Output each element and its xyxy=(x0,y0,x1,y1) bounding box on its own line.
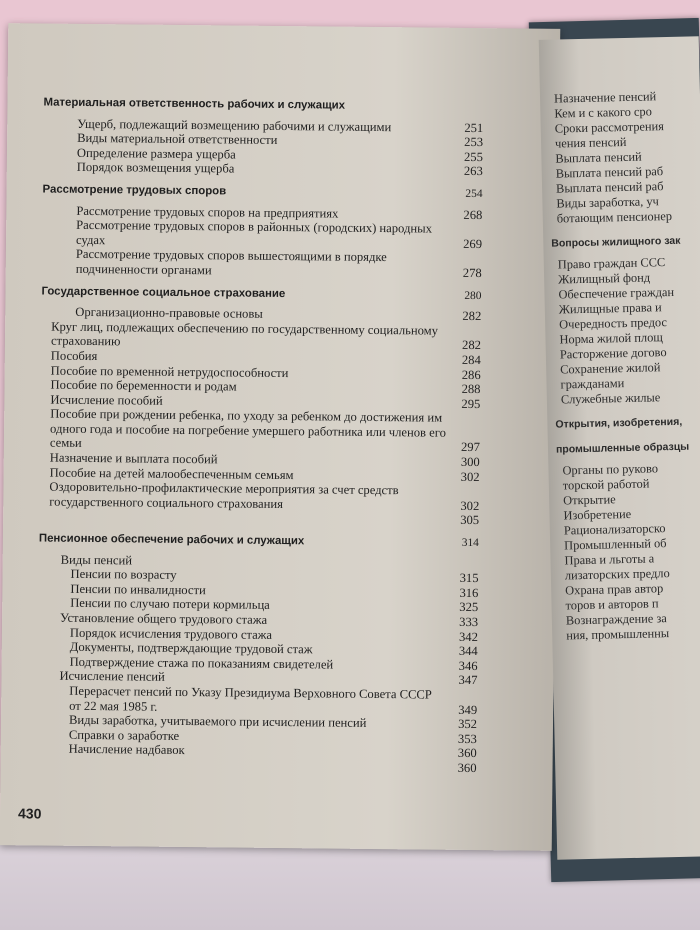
right-toc-entry: Открытие xyxy=(563,492,616,508)
right-toc-entry: Выплата пенсий раб xyxy=(555,179,664,196)
right-toc-entry: ния, промышленны xyxy=(566,626,670,643)
toc-entry-title: Подтверждение стажа по показаниям свидетелей xyxy=(69,654,334,672)
toc-page-number: 353 xyxy=(457,731,477,746)
toc-page-number: 300 xyxy=(460,454,480,470)
toc-entry xyxy=(41,319,481,353)
toc-entry-title: Виды материальной ответственности xyxy=(77,131,278,148)
toc-entry-title: Пособие по временной нетрудоспособности xyxy=(50,363,289,380)
toc-section-heading xyxy=(42,182,482,201)
right-toc-entry: Жилищные права и xyxy=(558,300,662,317)
toc-page-number: 251 xyxy=(464,120,484,135)
toc-page-number: 347 xyxy=(458,673,478,688)
toc-entry-title: Рассмотрение трудовых споров xyxy=(42,183,227,198)
right-toc-entry: Изобретение xyxy=(563,506,632,523)
left-page xyxy=(0,23,560,851)
toc-page-number: 280 xyxy=(464,289,482,302)
right-toc-entry: Жилищный фонд xyxy=(558,270,651,287)
toc-page-number: 297 xyxy=(460,440,480,455)
toc-section-heading xyxy=(41,284,481,303)
toc-page-number: 360 xyxy=(457,746,477,761)
toc-entry-title: Назначение и выплата пособий xyxy=(49,450,218,467)
toc-entry-title: Виды заработка, учитываемого при исчислении пенсий xyxy=(68,712,367,731)
right-toc-entry: Очередность предос xyxy=(559,315,668,332)
right-toc-entry: ботающим пенсионер xyxy=(556,208,673,226)
toc-page-number: 342 xyxy=(458,629,478,644)
toc-page-number: 333 xyxy=(459,614,479,630)
right-toc-entry: Назначение пенсий xyxy=(553,89,657,106)
toc-page-number: 253 xyxy=(464,135,484,150)
toc-page-number: 315 xyxy=(459,571,479,586)
toc-entry xyxy=(40,407,480,455)
toc-page-number: 268 xyxy=(463,207,483,222)
toc-page-number: 325 xyxy=(459,600,479,615)
right-toc-entry: Выплата пенсий раб xyxy=(555,164,664,181)
toc-entry-title: Государственное социальное страхование xyxy=(41,285,286,300)
toc-entry xyxy=(39,480,479,514)
toc-entry-title: Пенсионное обеспечение рабочих и служащих xyxy=(38,532,305,548)
toc-entry-title: Пособие на детей малообеспеченным семьям xyxy=(49,465,294,482)
toc-page-number: 295 xyxy=(461,396,481,411)
right-toc-entry: лизаторских предло xyxy=(564,566,670,583)
toc-entry-title: Пенсии по возрасту xyxy=(70,567,177,583)
right-section-heading: Вопросы жилищного зак xyxy=(551,234,681,250)
toc-entry-title: Исчисление пенсий xyxy=(59,669,165,685)
toc-page-number: 282 xyxy=(462,309,482,324)
toc-entry xyxy=(37,683,477,717)
toc-entry-title: Документы, подтверждающие трудовой стаж xyxy=(69,639,313,657)
toc-entry-title: Виды пенсий xyxy=(60,552,133,568)
right-toc-entry: Кем и с какого сро xyxy=(554,104,652,121)
toc-entry-title: Справки о заработке xyxy=(68,727,180,743)
right-section-heading: промышленные образцы xyxy=(555,440,690,456)
toc-entry-title: Пенсии по инвалидности xyxy=(70,581,206,598)
toc-entry-title: Установление общего трудового стажа xyxy=(60,610,268,627)
toc-entry-title: Пособие по беременности и родам xyxy=(50,377,237,394)
toc-page-number: 302 xyxy=(460,498,480,513)
toc-entry-title: Пособие при рождении ребенка, по уходу за ребенком до достижения им одного года и пособие на погребение умершего работника или членов его семьи xyxy=(49,406,447,451)
toc-entry-title: Исчисление пособий xyxy=(50,392,163,408)
right-toc-entry: Право граждан ССС xyxy=(557,255,666,272)
toc-entry-title xyxy=(68,771,442,775)
right-toc-entry: Сроки рассмотрения xyxy=(554,119,665,136)
right-toc-entry: Обеспечение граждан xyxy=(558,284,675,302)
toc-page-number: 269 xyxy=(463,236,483,251)
toc-page-number: 344 xyxy=(458,644,478,659)
toc-entry-title: Круг лиц, подлежащих обеспечению по государственному социальному страхованию xyxy=(50,319,439,349)
toc-entry xyxy=(42,218,482,252)
toc-entry-title: Рассмотрение трудовых споров вышестоящими в порядке подчиненности органами xyxy=(75,247,387,278)
toc-page-number: 360 xyxy=(457,760,477,776)
toc-page-number: 349 xyxy=(458,702,478,717)
toc-section-heading xyxy=(43,96,483,115)
right-toc-entry: чения пенсий xyxy=(554,134,627,151)
toc-page-number: 284 xyxy=(461,352,481,368)
toc-page-number: 316 xyxy=(459,585,479,600)
toc-page-number: 263 xyxy=(463,164,483,179)
table-of-contents xyxy=(36,88,483,776)
right-toc-entry: Сохранение жилой xyxy=(560,360,661,377)
right-toc-entry: Права и льготы а xyxy=(564,551,655,568)
right-toc-entry: торов и авторов п xyxy=(565,596,659,613)
toc-entry-title: Материальная ответственность рабочих и служащих xyxy=(43,96,346,112)
toc-section-heading xyxy=(39,532,479,551)
right-page xyxy=(539,36,700,859)
toc-entry-title: Пособия xyxy=(50,348,98,363)
toc-entry-title: Рассмотрение трудовых споров на предприятиях xyxy=(76,203,339,221)
toc-entry-title: Порядок исчисления трудового стажа xyxy=(69,625,273,642)
toc-entry-title xyxy=(39,524,445,528)
toc-page-number: 314 xyxy=(461,536,479,550)
toc-entry-title: Перерасчет пенсий по Указу Президиума Верховного Совета СССР от 22 мая 1985 г. xyxy=(69,683,432,714)
right-toc-entry: Промышленный об xyxy=(564,536,667,553)
toc-entry-title: Ущерб, подлежащий возмещению рабочими и служащими xyxy=(77,116,392,134)
toc-page-number: 346 xyxy=(458,658,478,673)
toc-page-number: 302 xyxy=(460,469,480,484)
right-toc-entry: Служебные жилые xyxy=(560,390,661,407)
toc-entry-title: Порядок возмещения ущерба xyxy=(76,160,235,176)
right-toc-entry: Выплата пенсий xyxy=(555,149,642,166)
right-toc-entry: Органы по руково xyxy=(562,461,659,478)
toc-page-number: 278 xyxy=(462,265,482,281)
right-page-contents xyxy=(551,88,700,643)
toc-entry-title: Рассмотрение трудовых споров в районных (городских) народных судах xyxy=(75,218,433,247)
right-toc-entry: гражданами xyxy=(560,376,625,392)
right-toc-entry: Рационализаторско xyxy=(563,521,666,538)
right-toc-entry: Норма жилой площ xyxy=(559,330,664,347)
toc-entry-title: Организационно-правовые основы xyxy=(75,304,263,321)
right-toc-entry: Вознаграждение за xyxy=(565,611,667,628)
toc-entry-title: Определение размера ущерба xyxy=(76,145,236,162)
toc-page-number: 254 xyxy=(465,187,483,201)
toc-entry-title: Начисление надбавок xyxy=(68,742,185,758)
right-toc-entry: торской работой xyxy=(562,476,650,493)
toc-entry xyxy=(42,247,482,281)
right-section-heading: Открытия, изобретения, xyxy=(555,415,683,431)
toc-page-number: 352 xyxy=(458,717,478,732)
right-toc-entry: Охрана прав автор xyxy=(565,581,664,598)
toc-entry-title: Пенсии по случаю потери кормильца xyxy=(70,596,270,613)
toc-page-number: 288 xyxy=(461,381,481,397)
right-toc-entry: Расторжение догово xyxy=(559,345,667,362)
toc-page-number: 282 xyxy=(462,338,482,353)
toc-entry-title: Оздоровительно-профилактические мероприятия за счет средств государственного социального страхования xyxy=(49,479,399,511)
toc-page-number: 305 xyxy=(460,513,480,528)
right-toc-entry: Виды заработка, уч xyxy=(556,194,659,211)
toc-page-number: 255 xyxy=(463,149,484,164)
toc-page-number: 286 xyxy=(461,367,481,382)
page-number: 430 xyxy=(17,805,42,822)
